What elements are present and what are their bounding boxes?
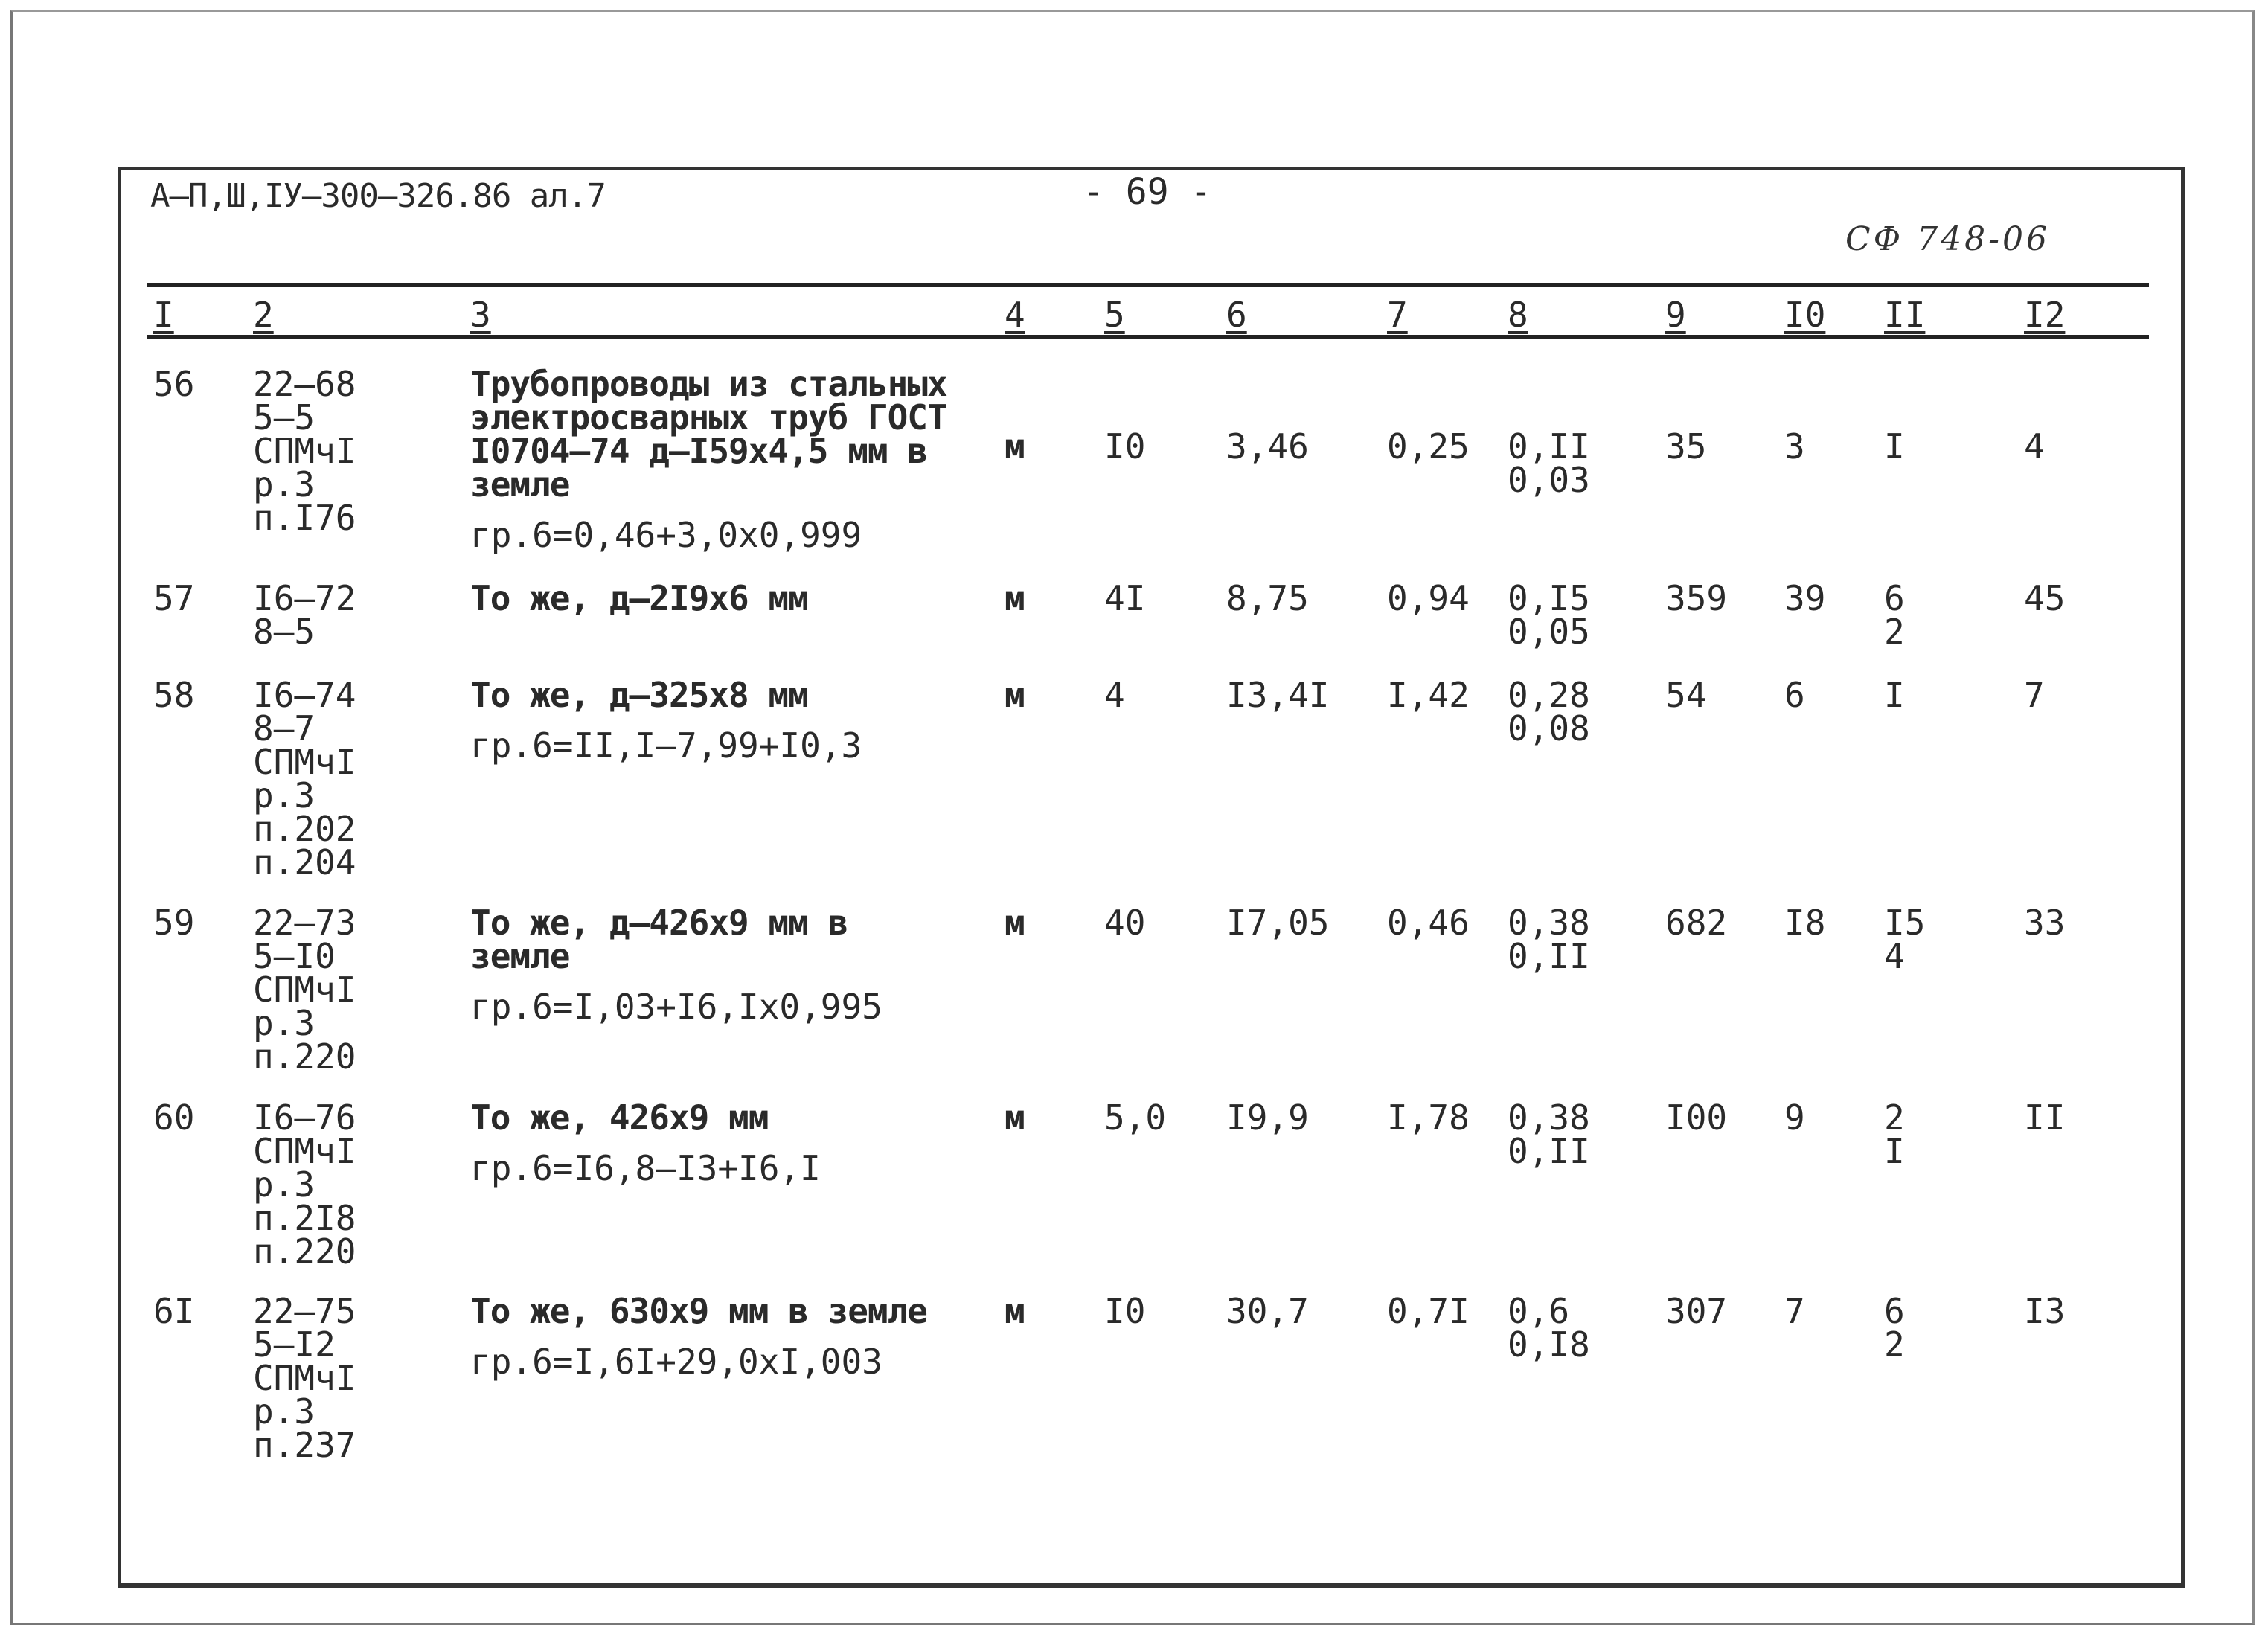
col-7-value: I,78 [1387,1098,1470,1138]
col-6-value: I3,4I [1226,675,1330,715]
column-number-11: II [1884,295,1926,335]
estimate-code [253,903,356,1077]
estimate-code-line: СПМчI [253,431,356,471]
col-8-values-line: 0,08 [1508,708,1590,749]
col-11-values-line: 2 [1884,1324,1905,1365]
estimate-code [253,1291,356,1465]
col-8-values-line: 0,28 [1508,675,1590,715]
row-number: 57 [153,578,195,618]
estimate-code-line: I6–72 [253,578,356,618]
col-8-values-line: 0,38 [1508,903,1590,943]
page-number: - 69 - [1083,171,1212,213]
estimate-code-line: 5–I0 [253,936,336,976]
col-6-value: I9,9 [1226,1098,1309,1138]
estimate-code-line: 8–7 [253,708,315,749]
estimate-code-line: р.3 [253,464,315,504]
col-10-value: 7 [1784,1291,1805,1331]
estimate-code-line: СПМчI [253,970,356,1010]
col-11-values-line: I5 [1884,903,1926,943]
col-11-values [1884,675,1905,715]
row-number: 6I [153,1291,195,1331]
col-12-value: 33 [2024,903,2066,943]
unit: м [1005,675,1025,715]
col-11-values-line: 6 [1884,578,1905,618]
quantity: I0 [1104,426,1146,467]
work-description-line: Трубопроводы из стальных [470,364,947,404]
work-description-line: электросварных труб ГОСТ [470,397,947,438]
col-9-value: 54 [1665,675,1707,715]
table-header-rule [147,335,2149,339]
col-8-values-line: 0,03 [1508,460,1590,500]
column-number-3: 3 [470,295,491,335]
estimate-code-line: 5–I2 [253,1324,336,1365]
col-8-values [1508,578,1590,652]
col-10-value: 39 [1784,578,1826,618]
col-11-values [1884,1098,1905,1171]
unit: м [1005,1098,1025,1138]
unit: м [1005,426,1025,467]
estimate-code-line: 22–73 [253,903,356,943]
col-11-values-line: 4 [1884,936,1905,976]
work-description [470,364,947,504]
calculation-formula: гр.6=I,6I+29,0хI,003 [470,1342,882,1382]
quantity: I0 [1104,1291,1146,1331]
col-11-values [1884,903,1926,976]
estimate-code-line: п.202 [253,809,356,849]
col-8-values [1508,426,1590,500]
estimate-code-line: р.3 [253,775,315,816]
work-description-line: земле [470,464,570,504]
row-number: 60 [153,1098,195,1138]
work-description [470,1098,769,1138]
column-number-5: 5 [1104,295,1125,335]
column-number-12: I2 [2024,295,2066,335]
col-8-values [1508,903,1590,976]
col-8-values-line: 0,05 [1508,612,1590,652]
col-10-value: 6 [1784,675,1805,715]
estimate-code-line: р.3 [253,1164,315,1205]
estimate-code-line: р.3 [253,1391,315,1432]
col-12-value: I3 [2024,1291,2066,1331]
col-12-value: 4 [2024,426,2045,467]
estimate-code-line: п.237 [253,1425,356,1465]
col-6-value: 8,75 [1226,578,1309,618]
document-frame [118,167,2185,1588]
column-number-6: 6 [1226,295,1247,335]
col-11-values [1884,426,1905,467]
col-6-value: 3,46 [1226,426,1309,467]
col-10-value: 9 [1784,1098,1805,1138]
table-top-rule [147,283,2149,287]
work-description [470,675,808,715]
col-8-values-line: 0,II [1508,936,1590,976]
col-8-values-line: 0,6 [1508,1291,1570,1331]
col-8-values-line: 0,II [1508,1131,1590,1171]
calculation-formula: гр.6=II,I–7,99+I0,3 [470,725,862,766]
work-description-line: I0704–74 д–I59х4,5 мм в [470,431,927,471]
estimate-code-line: СПМчI [253,742,356,782]
estimate-code-line: 22–75 [253,1291,356,1331]
quantity: 4 [1104,675,1125,715]
work-description [470,578,808,618]
col-11-values-line: 2 [1884,1098,1905,1138]
col-8-values [1508,675,1590,749]
col-11-values-line: 2 [1884,612,1905,652]
estimate-code-line: п.220 [253,1036,356,1077]
column-number-2: 2 [253,295,274,335]
col-11-values-line: 6 [1884,1291,1905,1331]
col-9-value: I00 [1665,1098,1728,1138]
estimate-code-line: п.204 [253,842,356,882]
quantity: 5,0 [1104,1098,1167,1138]
col-10-value: I8 [1784,903,1826,943]
work-description-line: То же, 426х9 мм [470,1098,769,1138]
col-7-value: 0,46 [1387,903,1470,943]
estimate-code-line: I6–74 [253,675,356,715]
estimate-code-line: 5–5 [253,397,315,438]
work-description-line: То же, 630х9 мм в земле [470,1291,927,1331]
estimate-code-line: п.220 [253,1231,356,1272]
estimate-code-line: п.I76 [253,498,356,538]
calculation-formula: гр.6=I,03+I6,Iх0,995 [470,987,882,1027]
col-7-value: 0,25 [1387,426,1470,467]
estimate-code-line: 22–68 [253,364,356,404]
col-9-value: 682 [1665,903,1728,943]
col-8-values-line: 0,I5 [1508,578,1590,618]
quantity: 40 [1104,903,1146,943]
work-description-line: земле [470,936,570,976]
estimate-code-line: р.3 [253,1003,315,1043]
work-description [470,1291,927,1331]
col-8-values-line: 0,I8 [1508,1324,1590,1365]
col-8-values [1508,1098,1590,1171]
estimate-code [253,578,356,652]
col-8-values-line: 0,38 [1508,1098,1590,1138]
col-8-values [1508,1291,1590,1365]
row-number: 56 [153,364,195,404]
unit: м [1005,903,1025,943]
col-7-value: I,42 [1387,675,1470,715]
column-number-9: 9 [1665,295,1686,335]
estimate-code-line: 8–5 [253,612,315,652]
estimate-code-line: I6–76 [253,1098,356,1138]
row-number: 58 [153,675,195,715]
col-9-value: 359 [1665,578,1728,618]
col-12-value: II [2024,1098,2066,1138]
col-9-value: 35 [1665,426,1707,467]
col-11-values [1884,578,1905,652]
column-number-4: 4 [1005,295,1025,335]
estimate-code-line: СПМчI [253,1131,356,1171]
col-6-value: 30,7 [1226,1291,1309,1331]
work-description [470,903,848,976]
work-description-line: То же, д–325х8 мм [470,675,808,715]
work-description-line: То же, д–2I9х6 мм [470,578,808,618]
col-7-value: 0,94 [1387,578,1470,618]
col-11-values-line: I [1884,426,1905,467]
estimate-code-line: СПМчI [253,1358,356,1398]
row-number: 59 [153,903,195,943]
estimate-code-line: п.2I8 [253,1198,356,1238]
col-11-values-line: I [1884,675,1905,715]
column-number-7: 7 [1387,295,1408,335]
col-9-value: 307 [1665,1291,1728,1331]
col-6-value: I7,05 [1226,903,1330,943]
quantity: 4I [1104,578,1146,618]
col-12-value: 45 [2024,578,2066,618]
column-number-10: I0 [1784,295,1826,335]
calculation-formula: гр.6=I6,8–I3+I6,I [470,1148,821,1188]
handwritten-stamp: СФ 748-06 [1845,220,2051,258]
column-number-8: 8 [1508,295,1528,335]
col-12-value: 7 [2024,675,2045,715]
document-code: А–П,Ш,IУ–300–326.86 ал.7 [150,177,606,215]
column-number-1: I [153,295,174,335]
estimate-code [253,364,356,538]
estimate-code [253,1098,356,1272]
col-11-values-line: I [1884,1131,1905,1171]
estimate-code [253,675,356,882]
col-11-values [1884,1291,1905,1365]
unit: м [1005,1291,1025,1331]
unit: м [1005,578,1025,618]
work-description-line: То же, д–426х9 мм в [470,903,848,943]
col-10-value: 3 [1784,426,1805,467]
col-7-value: 0,7I [1387,1291,1470,1331]
col-8-values-line: 0,II [1508,426,1590,467]
calculation-formula: гр.6=0,46+3,0х0,999 [470,515,862,555]
